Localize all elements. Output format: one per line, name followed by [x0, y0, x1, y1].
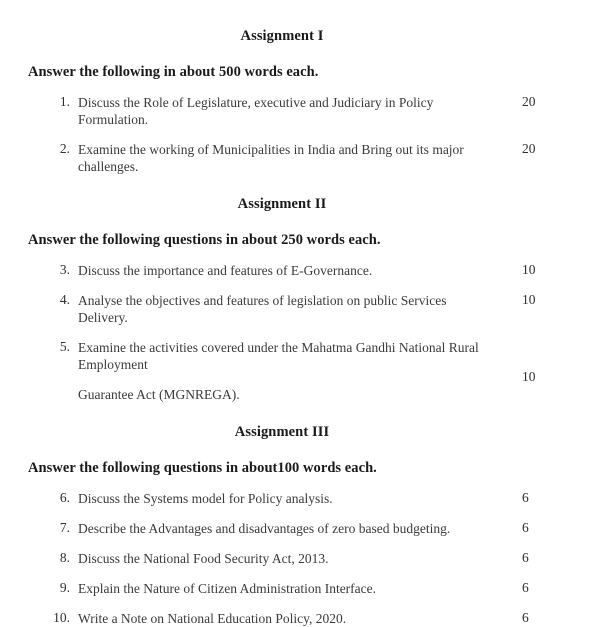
question-item — [28, 490, 546, 507]
question-list-2 — [28, 262, 546, 403]
question-number: 9. — [59, 580, 70, 595]
question-text: Discuss the Role of Legislature, executive and Judiciary in Policy Formulation. — [78, 95, 434, 127]
question-number: 5. — [59, 339, 70, 354]
question-item — [28, 94, 546, 128]
question-number: 4. — [59, 292, 70, 307]
assignment-instruction-1: Answer the following in about 500 words each. — [28, 64, 319, 80]
question-text-line-2: Guarantee Act (MGNREGA). — [78, 387, 240, 402]
question-number: 8. — [59, 550, 70, 565]
question-text-line-1: Examine the activities covered under the Mahatma Gandhi National Rural Employment — [78, 340, 479, 372]
question-number: 2. — [59, 141, 70, 156]
assignment-section-2 — [28, 196, 546, 403]
question-number: 6. — [59, 490, 70, 505]
question-text: Write a Note on National Education Policy, 2020. — [78, 611, 347, 626]
question-text: Describe the Advantages and disadvantages of zero based budgeting. — [78, 521, 451, 536]
question-marks: 6 — [522, 610, 529, 625]
question-marks: 10 — [522, 369, 536, 384]
question-marks: 10 — [522, 262, 536, 277]
question-text: Explain the Nature of Citizen Administration Interface. — [78, 581, 377, 596]
assignment-section-3 — [28, 424, 546, 627]
assignment-title-1: Assignment I — [240, 28, 324, 44]
question-marks: 6 — [522, 550, 529, 565]
question-item — [28, 262, 546, 279]
question-text: Discuss the National Food Security Act, 2013. — [78, 551, 329, 566]
assignment-title-2: Assignment II — [237, 196, 327, 212]
question-text: Discuss the importance and features of E-Governance. — [78, 263, 373, 278]
assignment-instruction-2: Answer the following questions in about 250 words each. — [28, 232, 381, 248]
question-item — [28, 339, 546, 403]
question-item — [28, 610, 546, 627]
question-text — [78, 339, 480, 403]
question-marks: 6 — [522, 490, 529, 505]
question-marks: 6 — [522, 520, 529, 535]
question-item — [28, 292, 546, 326]
assignment-section-1 — [28, 28, 546, 175]
question-item — [28, 141, 546, 175]
question-text: Analyse the objectives and features of legislation on public Services Delivery. — [78, 293, 447, 325]
question-number: 1. — [59, 94, 70, 109]
question-list-1 — [28, 94, 546, 175]
question-number: 3. — [59, 262, 70, 277]
question-text: Examine the working of Municipalities in India and Bring out its major challenges. — [78, 142, 464, 174]
question-item — [28, 520, 546, 537]
question-item — [28, 580, 546, 597]
question-marks: 6 — [522, 580, 529, 595]
question-marks: 20 — [522, 141, 536, 156]
question-list-3 — [28, 490, 546, 627]
question-marks: 10 — [522, 292, 536, 307]
question-number: 10. — [53, 610, 70, 625]
question-marks: 20 — [522, 94, 536, 109]
assignment-title-3: Assignment III — [234, 424, 330, 440]
assignment-instruction-3: Answer the following questions in about100 words each. — [28, 460, 377, 476]
question-number: 7. — [59, 520, 70, 535]
question-text: Discuss the Systems model for Policy analysis. — [78, 491, 333, 506]
question-item — [28, 550, 546, 567]
